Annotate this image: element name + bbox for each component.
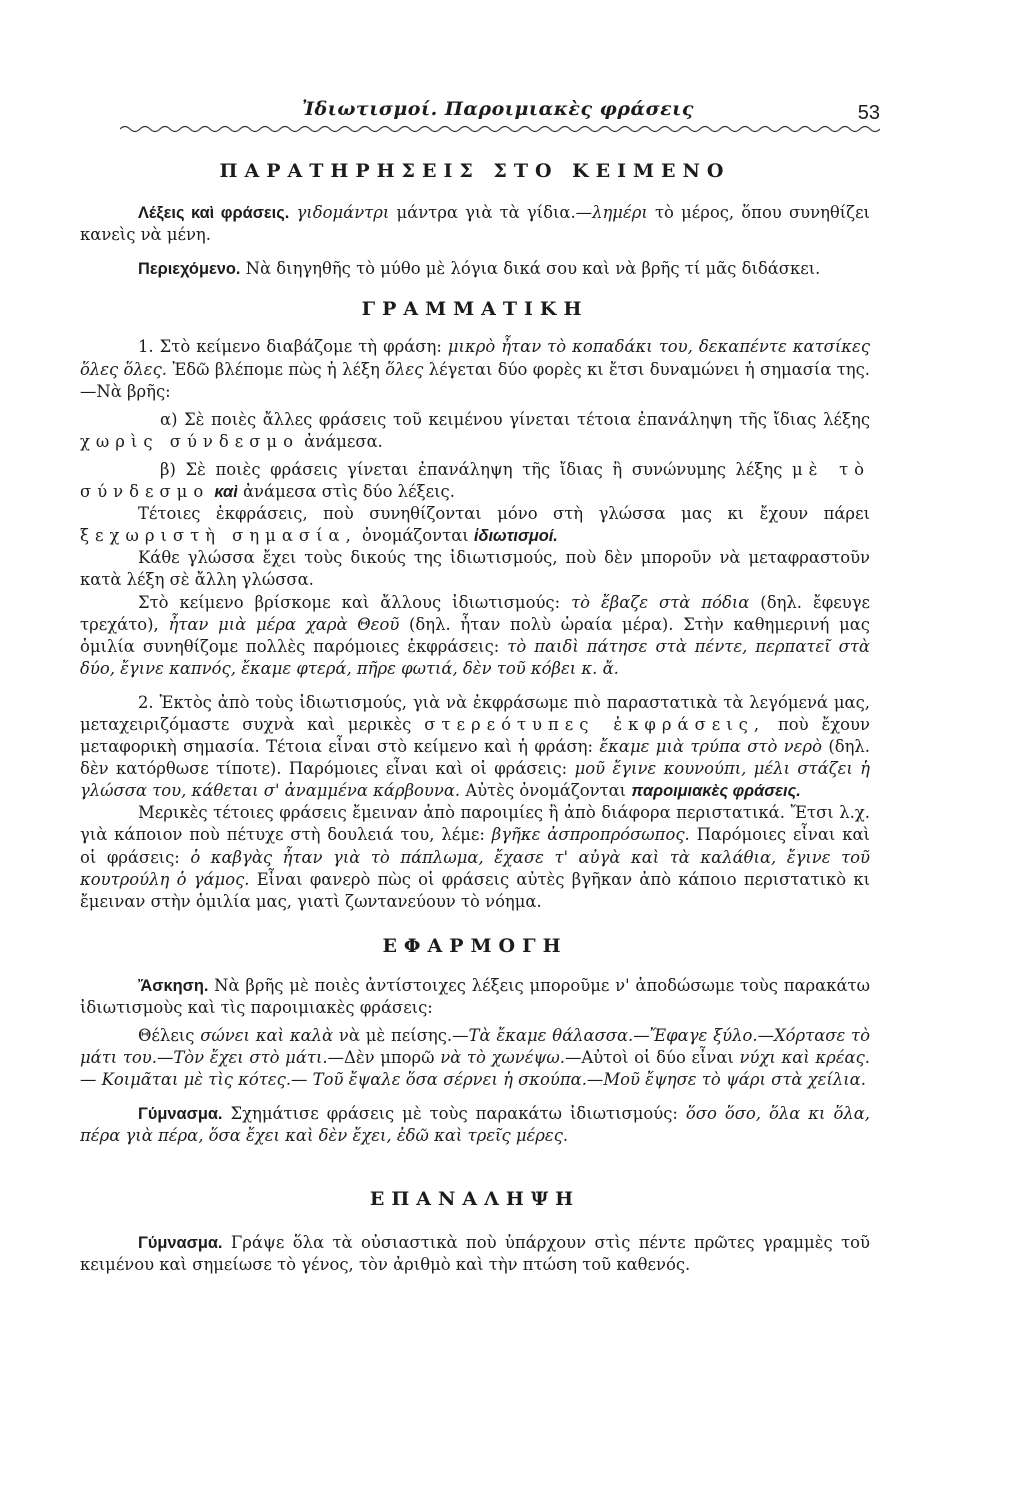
- header-wavy-rule: [120, 122, 880, 136]
- text: Παρόμοιες εἶναι καὶ οἱ φράσεις:: [80, 825, 870, 867]
- text: (δηλ. ἦταν πολὺ ὡραία μέρα). Στὴν καθημερινή μας ὁμιλία συνηθίζομε πολλὲς παρόμοιες ἐκφράσεις:: [80, 614, 870, 656]
- text: λέγεται δύο φορὲς κι ἔτσι δυναμώνει ἡ σημασία της.—Νὰ βρῆς:: [80, 359, 871, 401]
- text: (δηλ. δὲν κατόρθωσε τίποτε). Παρόμοιες εἶναι καὶ οἱ φράσεις:: [80, 737, 870, 779]
- label-content: Περιεχόμενο.: [138, 260, 241, 279]
- page-number: 53: [857, 102, 880, 124]
- text: Νὰ βρῆς μὲ ποιὲς ἀντίστοιχες λέξεις μποροῦμε ν' ἀποδώσωμε τοὺς παρακάτω ἰδιωτισμοὺς καὶ τὶς παροιμιακὲς φράσεις:: [80, 975, 870, 1017]
- spaced-text: μὲ τὸ σύνδεσμο: [80, 459, 871, 502]
- text: ἀνάμεσα.: [298, 431, 383, 451]
- header-title: Ἰδιωτισμοί. Παροιμιακὲς φράσεις: [302, 98, 694, 120]
- italic-quote: ὅσο ὅσο, ὅλα κι ὅλα, πέρα γιὰ πέρα, ὅσα ἔχει καὶ δὲν ἔχει, ἐδῶ καὶ τρεῖς μέρες.: [80, 1104, 870, 1146]
- paragraph-grammar-1: [80, 336, 870, 402]
- page-body: [80, 150, 870, 1276]
- italic-quote: μικρὸ ἦταν τὸ κοπαδάκι του, δεκαπέντε κατσίκες ὅλες ὅλες.: [80, 337, 870, 379]
- text: [289, 203, 296, 222]
- text: Μερικὲς τέτοιες φράσεις ἔμειναν ἀπὸ παροιμίες ἢ ἀπὸ διάφορα περιστατικά. Ἔτσι λ.χ. γιὰ κάποιον ποὺ πέτυχε στὴ δουλειά του, λέμε:: [80, 803, 870, 845]
- italic-quote: ὁ καβγὰς ἦταν γιὰ τὸ πάπλωμα, ἔχασε τ' αὐγὰ καὶ τὰ καλάθια, ἔγινε τοῦ κουτρούλη ὁ γάμος.: [80, 847, 870, 889]
- label-words-phrases: Λέξεις καὶ φράσεις.: [138, 204, 290, 223]
- text: τὸ μέρος, ὅπου συνηθίζει κανεὶς νὰ μένη.: [80, 203, 870, 245]
- label-drill: Γύμνασμα.: [138, 1105, 223, 1124]
- text: Γράψε ὅλα τὰ οὐσιαστικὰ ποὺ ὑπάρχουν στὶς πέντε πρῶτες γραμμὲς τοῦ κειμένου καὶ σημείωσε τὸ γένος, τὸν ἀριθμὸ καὶ τὴν πτώση τοῦ καθενός.: [80, 1232, 870, 1274]
- italic-quote: νὰ τὸ χωνέψω.: [440, 1048, 565, 1068]
- text: —Δὲν μπορῶ: [327, 1048, 441, 1068]
- section-heading-grammar: ΓΡΑΜΜΑΤΙΚΗ: [361, 298, 589, 321]
- text: 2. Ἐκτὸς ἀπὸ τοὺς ἰδιωτισμούς, γιὰ νὰ ἐκφράσωμε πιὸ παραστατικὰ τὰ λεγόμενά μας, μεταχειριζόμαστε συχνὰ καὶ μερικὲς: [80, 692, 870, 734]
- spaced-text: στερεότυπες ἐκφράσεις,: [424, 714, 766, 734]
- text: ὀνομάζονται: [356, 526, 474, 546]
- text: Τέτοιες ἐκφράσεις, ποὺ συνηθίζονται μόνο στὴ γλώσσα μας κι ἔχουν πάρει: [138, 504, 870, 524]
- paragraph-idioms-definition: [80, 503, 870, 547]
- paragraph-grammar-2: [80, 692, 870, 802]
- spaced-text: ξεχωριστὴ σημασία,: [80, 526, 357, 546]
- italic-term: ὅλες: [385, 359, 424, 379]
- italic-quote: Τὰ ἔκαμε θάλασσα.—Ἔφαγε ξύλο.—Χόρτασε τὸ μάτι του.—Τὸν ἔχει στὸ μάτι.: [80, 1026, 870, 1068]
- section-heading-application: ΕΦΑΡΜΟΓΗ: [382, 934, 568, 957]
- italic-quote: ἦταν μιὰ μέρα χαρὰ Θεοῦ: [168, 614, 400, 634]
- paragraph-exercise: [80, 975, 870, 1019]
- bold-italic-term: παροιμιακὲς φράσεις.: [631, 782, 801, 801]
- text: Στὸ κείμενο βρίσκομε καὶ ἄλλους ἰδιωτισμούς:: [138, 592, 572, 612]
- italic-quote: ἔκαμε μιὰ τρύπα στὸ νερὸ: [599, 737, 822, 757]
- text: (δηλ. ἔφευγε τρεχάτο),: [80, 592, 870, 634]
- paragraph-item-a: [80, 409, 870, 453]
- text: Νὰ διηγηθῆς τὸ μύθο μὲ λόγια δικά σου καὶ νὰ βρῆς τί μᾶς διδάσκει.: [240, 259, 821, 279]
- bold-italic-term: καὶ: [214, 483, 238, 502]
- text: ἀνάμεσα στὶς δύο λέξεις.: [237, 482, 455, 502]
- italic-quote: τὸ ἔβαζε στὰ πόδια: [571, 592, 750, 612]
- paragraph-content: [80, 258, 870, 280]
- text: Αὐτὲς ὀνομάζονται: [460, 781, 632, 801]
- text: —Αὐτοὶ οἱ δύο εἶναι: [564, 1048, 740, 1068]
- italic-quote: τὸ παιδὶ πάτησε στὰ πέντε, περπατεῖ στὰ δύο, ἔγινε καπνός, ἔκαμε φτερά, πῆρε φωτιά, δὲν τοῦ κόβει κ. ἄ.: [80, 636, 870, 678]
- paragraph-item-b: [80, 459, 870, 503]
- running-header: [120, 98, 880, 138]
- bold-italic-term: ἰδιωτισμοί.: [473, 527, 558, 546]
- italic-term: λημέρι: [592, 203, 648, 223]
- italic-quote: μοῦ ἔγινε κουνούπι, μέλι στάζει ἡ γλώσσα του, κάθεται σ' ἀναμμένα κάρβουνα.: [80, 759, 870, 801]
- label-exercise: Ἄσκηση.: [138, 976, 209, 995]
- text: 1. Στὸ κείμενο διαβάζομε τὴ φράση:: [138, 337, 448, 357]
- paragraph-proverbial-origin: [80, 802, 870, 912]
- text: Θέλεις: [138, 1026, 201, 1046]
- text: Ἐδῶ βλέπομε πὼς ἡ λέξη: [167, 359, 386, 379]
- section-heading-review: ΕΠΑΝΑΛΗΨΗ: [369, 1187, 581, 1210]
- label-drill: Γύμνασμα.: [138, 1233, 223, 1252]
- italic-quote: σώνει καὶ καλὰ: [200, 1026, 334, 1046]
- paragraph-idioms-language: [80, 547, 870, 591]
- italic-quote: νύχι καὶ κρέας.— Κοιμᾶται μὲ τὶς κότες.— Τοῦ ἔψαλε ὅσα σέρνει ἡ σκούπα.—Μοῦ ἔψησε τὸ ψάρι στὰ χείλια.: [80, 1048, 870, 1090]
- paragraph-words-phrases: [80, 202, 870, 246]
- text: Σχημάτισε φράσεις μὲ τοὺς παρακάτω ἰδιωτισμούς:: [222, 1104, 686, 1124]
- spaced-text: χωρὶς σύνδεσμο: [80, 431, 299, 451]
- italic-quote: βγῆκε ἀσπροπρόσωπος.: [491, 825, 690, 845]
- text: νὰ μὲ πείσης.—: [333, 1026, 469, 1046]
- text: μάντρα γιὰ τὰ γίδια.—: [389, 203, 593, 223]
- italic-term: γιδομάντρι: [296, 203, 390, 223]
- paragraph-idioms-examples: [80, 592, 870, 680]
- text: ποὺ ἔχουν μεταφορικὴ σημασία. Τέτοια εἶναι στὸ κείμενο καὶ ἡ φράση:: [80, 714, 870, 757]
- paragraph-exercise-phrases: [80, 1025, 870, 1091]
- text: Κάθε γλώσσα ἔχει τοὺς δικούς της ἰδιωτισμούς, ποὺ δὲν μποροῦν νὰ μεταφραστοῦν κατὰ λέξη σὲ ἄλλη γλώσσα.: [80, 548, 870, 590]
- paragraph-drill-2: [80, 1232, 870, 1276]
- text: α) Σὲ ποιὲς ἄλλες φράσεις τοῦ κειμένου γίνεται τέτοια ἐπανάληψη τῆς ἴδιας λέξης: [160, 409, 870, 429]
- text: Εἶναι φανερὸ πὼς οἱ φράσεις αὐτὲς βγῆκαν ἀπὸ κάποιο περιστατικὸ κι ἔμειναν στὴν ὁμιλία μας, γιατὶ ζωντανεύουν τὸ νόημα.: [80, 869, 870, 911]
- section-heading-notes: ΠΑΡΑΤΗΡΗΣΕΙΣ ΣΤΟ ΚΕΙΜΕΝΟ: [219, 160, 731, 182]
- paragraph-drill-1: [80, 1103, 870, 1147]
- text: β) Σὲ ποιὲς φράσεις γίνεται ἐπανάληψη τῆς ἴδιας ἢ συνώνυμης λέξης: [160, 459, 793, 479]
